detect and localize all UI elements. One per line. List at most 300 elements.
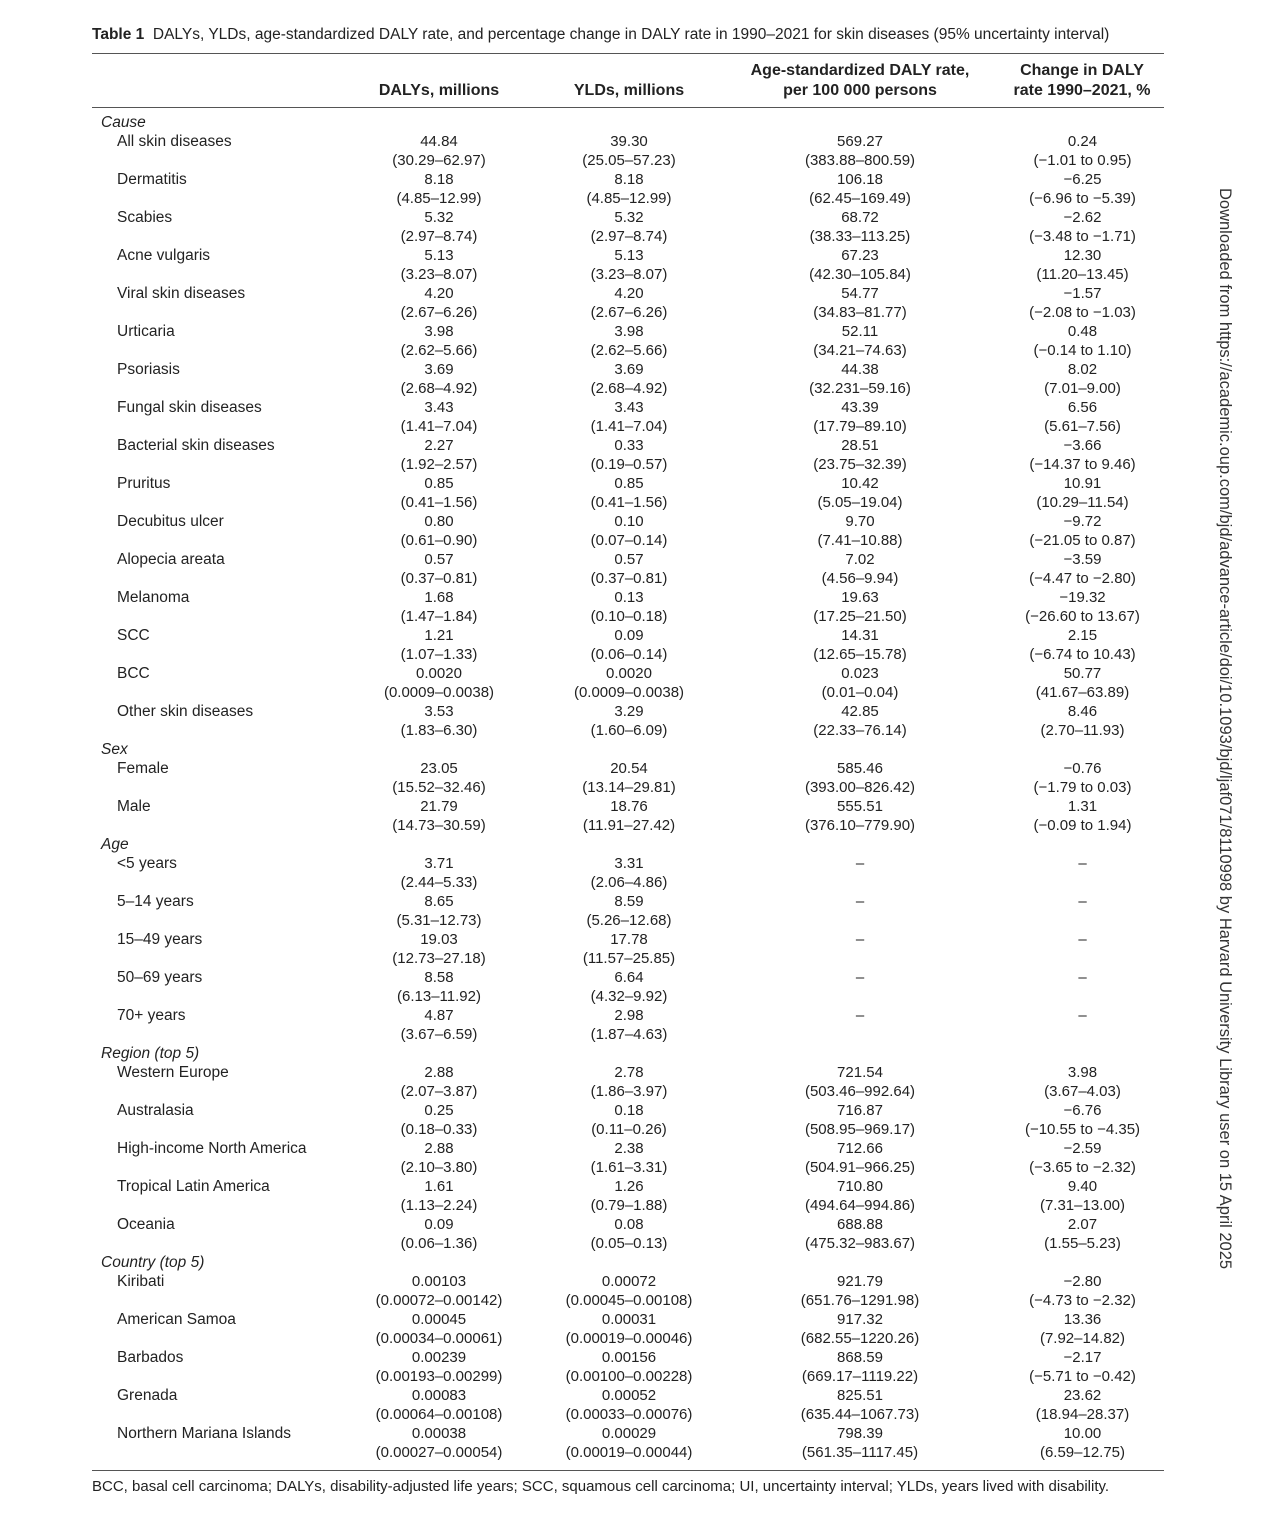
table-row (0, 322, 1269, 341)
cell-interval: (0.61–0.90) (400, 532, 478, 549)
cell-value: 0.00052 (601, 1387, 657, 1404)
row-label: Bacterial skin diseases (117, 437, 275, 454)
cell-interval: (0.19–0.57) (590, 456, 668, 473)
cell-value: 6.56 (1067, 399, 1098, 416)
cell-value: 2.88 (424, 1064, 454, 1081)
cell-value: 14.31 (841, 627, 879, 644)
cell-interval: (2.70–11.93) (1040, 722, 1125, 739)
cell-interval: (0.05–0.13) (590, 1235, 668, 1252)
cell-value: −9.72 (1063, 513, 1102, 530)
cell-interval: (0.00100–0.00228) (565, 1368, 693, 1385)
cell-interval: (−6.74 to 10.43) (1029, 646, 1136, 663)
cell-value: 2.88 (424, 1140, 454, 1157)
cell-value: 9.40 (1067, 1178, 1098, 1195)
cell-interval: (0.37–0.81) (400, 570, 478, 587)
row-label: Female (117, 760, 169, 777)
cell-value: 7.02 (845, 551, 875, 568)
cell-value: – (1078, 969, 1087, 986)
cell-value: −2.17 (1063, 1349, 1102, 1366)
cell-value: 0.18 (614, 1102, 644, 1119)
section-title: Age (101, 836, 129, 853)
cell-value: 8.18 (614, 171, 644, 188)
row-label: Pruritus (117, 475, 171, 492)
cell-interval: (1.87–4.63) (590, 1026, 668, 1043)
cell-value: 0.00029 (601, 1425, 657, 1442)
cell-value: 52.11 (841, 323, 879, 340)
cell-interval: (1.92–2.57) (400, 456, 478, 473)
cell-value: 3.43 (614, 399, 644, 416)
cell-value: 19.03 (420, 931, 458, 948)
cell-value: −2.59 (1063, 1140, 1102, 1157)
row-label: Psoriasis (117, 361, 180, 378)
cell-value: 868.59 (837, 1349, 883, 1366)
section-row (0, 1044, 1269, 1063)
table-row-interval (0, 493, 1269, 512)
cell-value: 8.65 (424, 893, 454, 910)
cell-interval: (−26.60 to 13.67) (1025, 608, 1140, 625)
table-row (0, 360, 1269, 379)
table-row (0, 664, 1269, 683)
cell-value: 0.09 (614, 627, 644, 644)
cell-value: 3.53 (424, 703, 454, 720)
cell-interval: (376.10–779.90) (804, 817, 916, 834)
table-row-interval (0, 1367, 1269, 1386)
table-row (0, 968, 1269, 987)
cell-interval: (1.83–6.30) (400, 722, 478, 739)
cell-interval: (0.00045–0.00108) (565, 1292, 693, 1309)
cell-interval: (1.13–2.24) (400, 1197, 478, 1214)
cell-value: 688.88 (837, 1216, 883, 1233)
cell-value: – (855, 969, 865, 986)
cell-value: −2.80 (1063, 1273, 1102, 1290)
cell-value: 0.0020 (606, 665, 652, 682)
cell-value: 12.30 (1063, 247, 1102, 264)
cell-value: 0.023 (841, 665, 879, 682)
cell-interval: (4.56–9.94) (821, 570, 899, 587)
cell-interval: (22.33–76.14) (813, 722, 907, 739)
cell-interval: (−0.09 to 1.94) (1033, 817, 1132, 834)
cell-value: 0.48 (1067, 323, 1098, 340)
cell-value: 0.09 (424, 1216, 454, 1233)
cell-interval: (6.59–12.75) (1039, 1444, 1126, 1461)
cell-interval: (2.62–5.66) (590, 342, 668, 359)
cell-value: 4.87 (424, 1007, 454, 1024)
cell-interval: (−0.14 to 1.10) (1033, 342, 1132, 359)
table-row-interval (0, 816, 1269, 835)
cell-value: 798.39 (837, 1425, 883, 1442)
cell-value: 8.02 (1067, 361, 1098, 378)
cell-interval: (−10.55 to −4.35) (1024, 1121, 1141, 1138)
cell-interval: (30.29–62.97) (392, 152, 486, 169)
cell-interval: (1.41–7.04) (590, 418, 668, 435)
cell-interval: (−2.08 to −1.03) (1029, 304, 1136, 321)
row-label: Barbados (117, 1349, 184, 1366)
cell-value: – (1078, 855, 1087, 872)
cell-interval: (3.67–6.59) (400, 1026, 478, 1043)
cell-value: −2.62 (1063, 209, 1102, 226)
cell-interval: (2.62–5.66) (400, 342, 478, 359)
table-row-interval (0, 1196, 1269, 1215)
cell-value: 8.46 (1067, 703, 1098, 720)
cell-interval: (1.41–7.04) (400, 418, 478, 435)
cell-interval: (5.26–12.68) (586, 912, 672, 929)
cell-value: 555.51 (837, 798, 883, 815)
section-row (0, 740, 1269, 759)
cell-interval: (1.55–5.23) (1044, 1235, 1121, 1252)
table-row-interval (0, 1234, 1269, 1253)
cell-interval: (34.83–81.77) (813, 304, 907, 321)
cell-value: – (1078, 931, 1087, 948)
cell-value: −19.32 (1059, 589, 1106, 606)
table-row (0, 930, 1269, 949)
cell-value: 0.10 (614, 513, 644, 530)
table-footnote: BCC, basal cell carcinoma; DALYs, disability-adjusted life years; SCC, squamous cell carcinoma; UI, uncertainty interval; YLDs, years lived with disability. (92, 1478, 1110, 1495)
header-ylds (544, 81, 714, 101)
row-label: Viral skin diseases (117, 285, 246, 302)
cell-value: 0.00156 (601, 1349, 657, 1366)
table-row-interval (0, 455, 1269, 474)
table-row-interval (0, 1329, 1269, 1348)
cell-interval: (10.29–11.54) (1036, 494, 1129, 511)
cell-value: 2.07 (1067, 1216, 1098, 1233)
table-row-interval (0, 873, 1269, 892)
cell-interval: (504.91–966.25) (804, 1159, 916, 1176)
row-label: SCC (117, 627, 150, 644)
cell-interval: (0.00019–0.00046) (565, 1330, 693, 1347)
table-row (0, 1101, 1269, 1120)
table-row-interval (0, 1158, 1269, 1177)
cell-value: – (855, 931, 865, 948)
cell-value: −0.76 (1063, 760, 1102, 777)
cell-interval: (0.41–1.56) (400, 494, 478, 511)
cell-interval: (−1.79 to 0.03) (1033, 779, 1132, 796)
cell-value: 23.62 (1063, 1387, 1102, 1404)
table-row-interval (0, 1291, 1269, 1310)
cell-interval: (−1.01 to 0.95) (1033, 152, 1132, 169)
cell-interval: (12.65–15.78) (813, 646, 907, 663)
cell-interval: (2.44–5.33) (400, 874, 478, 891)
cell-interval: (−3.65 to −2.32) (1029, 1159, 1136, 1176)
cell-value: 0.13 (614, 589, 644, 606)
row-label: Alopecia areata (117, 551, 225, 568)
row-label: Grenada (117, 1387, 178, 1404)
row-label: Dermatitis (117, 171, 187, 188)
table-row-interval (0, 1120, 1269, 1139)
cell-interval: (635.44–1067.73) (800, 1406, 920, 1423)
row-label: Scabies (117, 209, 173, 226)
cell-interval: (0.41–1.56) (590, 494, 668, 511)
cell-value: 42.85 (841, 703, 879, 720)
row-label: 15–49 years (117, 931, 203, 948)
section-title: Region (top 5) (101, 1045, 200, 1062)
download-watermark: Downloaded from https://academic.oup.com/bjd/advance-article/doi/10.1093/bjd/ljaf071/8110998 by Harvard University Library user on 15 April 2025 (1216, 188, 1234, 1270)
table-caption-text: DALYs, YLDs, age-standardized DALY rate, and percentage change in DALY rate in 1990–2021 for skin diseases (95% uncertainty interval) (152, 26, 1110, 43)
header-dalys-line: DALYs, millions (378, 82, 500, 99)
cell-value: 18.76 (610, 798, 648, 815)
cell-interval: (34.21–74.63) (813, 342, 907, 359)
section-row (0, 1253, 1269, 1272)
cell-value: 0.00072 (601, 1273, 657, 1290)
table-row (0, 132, 1269, 151)
table-row-interval (0, 1025, 1269, 1044)
cell-interval: (17.25–21.50) (813, 608, 907, 625)
cell-value: 8.59 (614, 893, 644, 910)
cell-interval: (2.68–4.92) (400, 380, 478, 397)
cell-interval: (4.85–12.99) (396, 190, 482, 207)
cell-interval: (2.68–4.92) (590, 380, 668, 397)
cell-value: 39.30 (610, 133, 648, 150)
cell-value: 20.54 (610, 760, 648, 777)
cell-value: 2.38 (614, 1140, 644, 1157)
cell-interval: (6.13–11.92) (397, 988, 481, 1005)
cell-value: 8.58 (424, 969, 454, 986)
top-rule (92, 53, 1164, 54)
cell-value: −6.25 (1063, 171, 1102, 188)
cell-value: 3.71 (424, 855, 454, 872)
cell-interval: (2.07–3.87) (400, 1083, 478, 1100)
row-label: BCC (117, 665, 150, 682)
cell-interval: (11.57–25.85) (582, 950, 676, 967)
cell-interval: (1.07–1.33) (400, 646, 478, 663)
table-row-interval (0, 417, 1269, 436)
table-row (0, 170, 1269, 189)
table-label: Table 1 (92, 26, 145, 43)
cell-value: 3.31 (614, 855, 644, 872)
cell-interval: (561.35–1117.45) (801, 1444, 919, 1461)
table-row-interval (0, 1443, 1269, 1462)
row-label: Other skin diseases (117, 703, 254, 720)
table-row-interval (0, 721, 1269, 740)
table-row (0, 797, 1269, 816)
cell-value: 712.66 (837, 1140, 883, 1157)
header-daly-rate-line2: per 100 000 persons (783, 82, 937, 99)
cell-value: 8.18 (424, 171, 454, 188)
table-row-interval (0, 911, 1269, 930)
cell-interval: (15.52–32.46) (392, 779, 486, 796)
cell-value: 17.78 (610, 931, 648, 948)
table-row (0, 550, 1269, 569)
cell-interval: (0.00034–0.00061) (375, 1330, 503, 1347)
table-row-interval (0, 227, 1269, 246)
cell-interval: (62.45–169.49) (809, 190, 911, 207)
cell-interval: (32.231–59.16) (809, 380, 911, 397)
cell-interval: (23.75–32.39) (813, 456, 907, 473)
cell-value: 825.51 (837, 1387, 883, 1404)
header-daly-rate (740, 61, 980, 101)
cell-value: 67.23 (841, 247, 879, 264)
row-label: Kiribati (117, 1273, 165, 1290)
cell-interval: (383.88–800.59) (804, 152, 916, 169)
cell-value: 44.84 (420, 133, 458, 150)
cell-value: −1.57 (1063, 285, 1102, 302)
table-row-interval (0, 949, 1269, 968)
cell-interval: (−3.48 to −1.71) (1029, 228, 1136, 245)
row-label: Western Europe (117, 1064, 229, 1081)
cell-value: 0.57 (424, 551, 454, 568)
cell-value: −6.76 (1063, 1102, 1102, 1119)
row-label: 70+ years (117, 1007, 186, 1024)
cell-value: – (855, 1007, 865, 1024)
cell-value: – (855, 893, 865, 910)
cell-value: 28.51 (841, 437, 879, 454)
cell-value: 10.00 (1063, 1425, 1102, 1442)
cell-interval: (0.37–0.81) (590, 570, 668, 587)
table-body (0, 113, 1269, 1462)
table-row (0, 626, 1269, 645)
cell-interval: (12.73–27.18) (392, 950, 486, 967)
cell-value: 721.54 (837, 1064, 883, 1081)
table-row-interval (0, 379, 1269, 398)
cell-interval: (13.14–29.81) (582, 779, 676, 796)
cell-value: 5.32 (614, 209, 644, 226)
cell-interval: (0.11–0.26) (591, 1121, 667, 1138)
cell-interval: (475.32–983.67) (804, 1235, 916, 1252)
row-label: American Samoa (117, 1311, 236, 1328)
cell-value: 21.79 (420, 798, 458, 815)
row-label: Decubitus ulcer (117, 513, 224, 530)
cell-value: 6.64 (614, 969, 644, 986)
cell-interval: (7.01–9.00) (1044, 380, 1121, 397)
table-row-interval (0, 569, 1269, 588)
row-label: Male (117, 798, 151, 815)
row-label: All skin diseases (117, 133, 232, 150)
cell-value: 1.31 (1067, 798, 1098, 815)
table-row-interval (0, 531, 1269, 550)
header-ylds-line: YLDs, millions (573, 82, 685, 99)
table-row (0, 1063, 1269, 1082)
row-label: 5–14 years (117, 893, 194, 910)
cell-interval: (503.46–992.64) (804, 1083, 916, 1100)
cell-interval: (651.76–1291.98) (800, 1292, 920, 1309)
cell-value: 19.63 (841, 589, 879, 606)
cell-interval: (1.61–3.31) (590, 1159, 668, 1176)
table-row (0, 892, 1269, 911)
cell-value: 0.80 (424, 513, 454, 530)
cell-interval: (0.07–0.14) (590, 532, 668, 549)
cell-value: 0.08 (614, 1216, 644, 1233)
cell-value: 0.00031 (601, 1311, 657, 1328)
cell-value: 1.68 (424, 589, 454, 606)
cell-value: 50.77 (1063, 665, 1102, 682)
cell-value: 0.00103 (411, 1273, 467, 1290)
cell-interval: (1.86–3.97) (590, 1083, 668, 1100)
table-row (0, 854, 1269, 873)
cell-interval: (5.05–19.04) (817, 494, 903, 511)
cell-value: 3.98 (1067, 1064, 1098, 1081)
cell-interval: (38.33–113.25) (809, 228, 911, 245)
cell-value: 4.20 (614, 285, 644, 302)
row-label: <5 years (117, 855, 177, 872)
cell-value: 0.33 (614, 437, 644, 454)
cell-interval: (0.0009–0.0038) (383, 684, 495, 701)
cell-interval: (0.00193–0.00299) (375, 1368, 503, 1385)
table-row (0, 246, 1269, 265)
table-row (0, 1386, 1269, 1405)
cell-interval: (25.05–57.23) (582, 152, 676, 169)
cell-interval: (5.61–7.56) (1044, 418, 1121, 435)
table-row (0, 474, 1269, 493)
cell-value: 0.24 (1067, 133, 1098, 150)
table-row-interval (0, 341, 1269, 360)
row-label: Acne vulgaris (117, 247, 211, 264)
cell-interval: (0.00064–0.00108) (375, 1406, 503, 1423)
cell-value: 106.18 (837, 171, 883, 188)
cell-value: 44.38 (841, 361, 879, 378)
table-row-interval (0, 1405, 1269, 1424)
header-rule (92, 107, 1164, 108)
cell-interval: (2.67–6.26) (590, 304, 668, 321)
table-row-interval (0, 303, 1269, 322)
cell-interval: (4.85–12.99) (586, 190, 672, 207)
cell-value: 2.15 (1067, 627, 1098, 644)
cell-interval: (2.67–6.26) (400, 304, 478, 321)
cell-interval: (−4.73 to −2.32) (1029, 1292, 1136, 1309)
cell-value: 917.32 (837, 1311, 883, 1328)
cell-interval: (2.10–3.80) (400, 1159, 478, 1176)
cell-interval: (3.23–8.07) (400, 266, 478, 283)
cell-interval: (4.32–9.92) (590, 988, 668, 1005)
cell-value: 13.36 (1063, 1311, 1102, 1328)
cell-value: 3.69 (424, 361, 454, 378)
cell-value: 716.87 (837, 1102, 883, 1119)
cell-value: 3.98 (614, 323, 644, 340)
cell-value: 3.69 (614, 361, 644, 378)
cell-value: 0.00038 (411, 1425, 467, 1442)
cell-interval: (0.10–0.18) (590, 608, 668, 625)
cell-interval: (7.31–13.00) (1039, 1197, 1126, 1214)
cell-value: – (1078, 893, 1087, 910)
cell-interval: (494.64–994.86) (804, 1197, 916, 1214)
table-row (0, 1310, 1269, 1329)
table-row-interval (0, 1082, 1269, 1101)
header-change (982, 61, 1182, 101)
cell-value: 5.32 (424, 209, 454, 226)
cell-interval: (682.55–1220.26) (800, 1330, 920, 1347)
cell-value: 585.46 (837, 760, 883, 777)
table-row (0, 1006, 1269, 1025)
cell-value: 3.98 (424, 323, 454, 340)
table-row (0, 1177, 1269, 1196)
cell-value: – (855, 855, 865, 872)
table-row-interval (0, 265, 1269, 284)
row-label: High-income North America (117, 1140, 307, 1157)
cell-value: 921.79 (837, 1273, 883, 1290)
table-caption (92, 25, 1172, 45)
row-label: Northern Mariana Islands (117, 1425, 292, 1442)
cell-value: 5.13 (424, 247, 454, 264)
cell-interval: (508.95–969.17) (804, 1121, 916, 1138)
table-row (0, 436, 1269, 455)
cell-interval: (0.01–0.04) (821, 684, 899, 701)
cell-interval: (393.00–826.42) (804, 779, 916, 796)
cell-value: 0.00083 (411, 1387, 467, 1404)
cell-value: 1.26 (614, 1178, 644, 1195)
cell-value: 0.57 (614, 551, 644, 568)
cell-interval: (0.79–1.88) (590, 1197, 668, 1214)
section-title: Cause (101, 114, 146, 131)
row-label: 50–69 years (117, 969, 203, 986)
table-row (0, 1272, 1269, 1291)
section-title: Sex (101, 741, 128, 758)
cell-value: 3.43 (424, 399, 454, 416)
cell-interval: (1.60–6.09) (590, 722, 668, 739)
cell-interval: (14.73–30.59) (392, 817, 486, 834)
header-change-line1: Change in DALY (1020, 62, 1144, 79)
cell-value: 569.27 (837, 133, 883, 150)
cell-interval: (−6.96 to −5.39) (1029, 190, 1136, 207)
cell-interval: (41.67–63.89) (1035, 684, 1130, 701)
table-row (0, 284, 1269, 303)
